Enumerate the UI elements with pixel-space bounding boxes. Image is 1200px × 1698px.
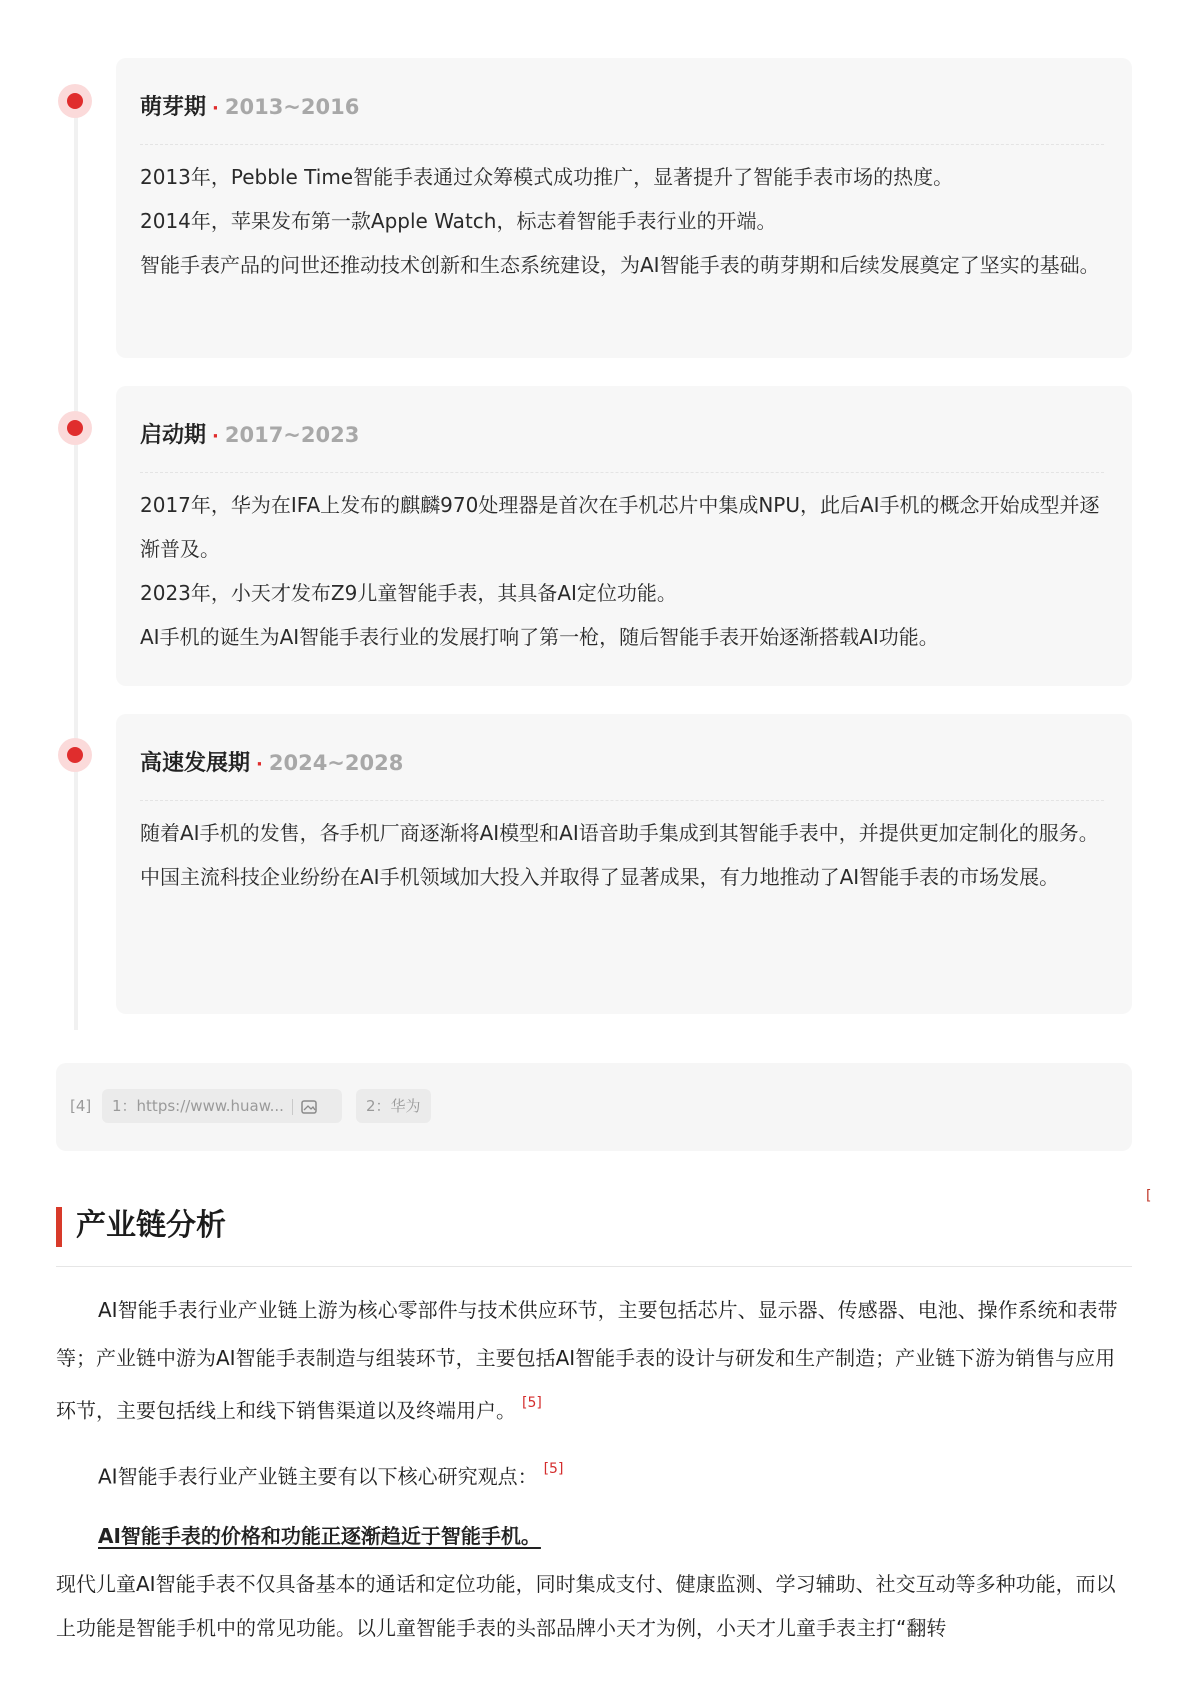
card-line: 2023年，小天才发布Z9儿童智能手表，其具备AI定位功能。	[140, 581, 677, 605]
reference-source-chip[interactable]	[356, 1089, 431, 1123]
card-line: 2014年，苹果发布第一款Apple Watch，标志着智能手表行业的开端。	[140, 209, 777, 233]
phase-years: 2024~2028	[268, 751, 404, 775]
card-header	[140, 82, 1104, 132]
key-point-heading: AI智能手表的价格和功能正逐渐趋近于智能手机。	[98, 1524, 541, 1548]
citation-link[interactable]: [5]	[543, 1461, 564, 1477]
card-divider	[140, 800, 1104, 801]
timeline-dot-icon	[58, 738, 92, 772]
card-line: 2013年，Pebble Time智能手表通过众筹模式成功推广，显著提升了智能手表市场的热度。	[140, 165, 954, 189]
side-bracket-mark: [	[1146, 1188, 1152, 1204]
card-line: AI手机的诞生为AI智能手表行业的发展打响了第一枪，随后智能手表开始逐渐搭载AI功能。	[140, 625, 939, 649]
card-body	[140, 483, 1104, 659]
phase-name: 启动期	[140, 423, 207, 448]
paragraph-text: AI智能手表行业产业链主要有以下核心研究观点：	[98, 1464, 538, 1489]
paragraph-industry-chain	[56, 1286, 1132, 1435]
timeline-card-startup	[116, 386, 1132, 686]
section-divider	[56, 1266, 1132, 1267]
reference-link-text: 1：https://www.huaw...	[112, 1097, 284, 1115]
phase-separator: ·	[212, 426, 219, 447]
subheading-paragraph	[56, 1514, 1132, 1558]
citation-link[interactable]: [5]	[522, 1395, 542, 1411]
reference-source-text: 2：华为	[366, 1097, 421, 1115]
paragraph-text: 现代儿童AI智能手表不仅具备基本的通话和定位功能，同时集成支付、健康监测、学习辅助、社交互动等多种功能，而以上功能是智能手机中的常见功能。以儿童智能手表的头部品牌小天才为例，小天才儿童手表主打“翻转	[56, 1572, 1116, 1640]
image-icon[interactable]	[301, 1100, 317, 1114]
reference-number: [4]	[70, 1097, 92, 1115]
card-header	[140, 410, 1104, 460]
section-title: 产业链分析	[56, 1205, 226, 1247]
reference-box	[56, 1063, 1132, 1151]
phase-years: 2013~2016	[224, 95, 360, 119]
card-body	[140, 811, 1104, 899]
card-header	[140, 738, 1104, 788]
phase-name: 高速发展期	[140, 751, 251, 776]
card-line: 中国主流科技企业纷纷在AI手机领域加大投入并取得了显著成果，有力地推动了AI智能手表的市场发展。	[140, 865, 1060, 889]
paragraph-key-points	[56, 1450, 1132, 1499]
timeline-dot-icon	[58, 84, 92, 118]
timeline-card-rapid-growth	[116, 714, 1132, 1014]
phase-separator: ·	[256, 754, 263, 775]
card-body	[140, 155, 1104, 287]
timeline-line	[74, 100, 78, 1030]
card-line: 随着AI手机的发售，各手机厂商逐渐将AI模型和AI语音助手集成到其智能手表中，并提供更加定制化的服务。	[140, 821, 1099, 845]
card-line: 智能手表产品的问世还推动技术创新和生态系统建设，为AI智能手表的萌芽期和后续发展奠定了坚实的基础。	[140, 253, 1100, 277]
card-divider	[140, 144, 1104, 145]
phase-name: 萌芽期	[140, 95, 207, 120]
phase-separator: ·	[212, 98, 219, 119]
card-divider	[140, 472, 1104, 473]
paragraph-text: AI智能手表行业产业链上游为核心零部件与技术供应环节，主要包括芯片、显示器、传感器、电池、操作系统和表带等；产业链中游为AI智能手表制造与组装环节，主要包括AI智能手表的设计与研发和生产制造；产业链下游为销售与应用环节，主要包括线上和线下销售渠道以及终端用户。	[56, 1298, 1118, 1423]
paragraph-features	[56, 1562, 1132, 1650]
timeline-card-sprouting	[116, 58, 1132, 358]
timeline-dot-icon	[58, 411, 92, 445]
card-line: 2017年，华为在IFA上发布的麒麟970处理器是首次在手机芯片中集成NPU，此后AI手机的概念开始成型并逐渐普及。	[140, 493, 1100, 561]
reference-link-chip[interactable]	[102, 1089, 342, 1123]
phase-years: 2017~2023	[224, 423, 360, 447]
chip-divider	[292, 1099, 293, 1115]
